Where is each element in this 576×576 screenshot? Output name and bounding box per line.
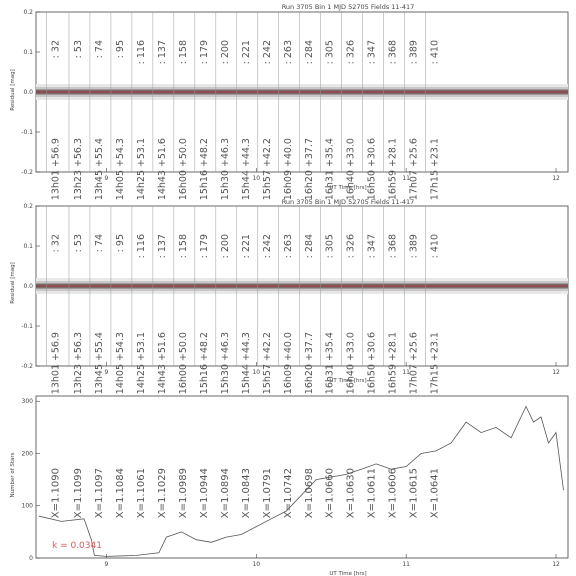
field-ra-label: 15h30 [219, 364, 231, 395]
field-dec-label: +28.1 [387, 138, 399, 168]
field-number-label: : 389 [408, 234, 420, 259]
panel1-xlabel: UT Time [hrs] [329, 185, 367, 191]
x-tick-label: 11 [402, 175, 410, 182]
field-ra-label: 15h16 [198, 170, 210, 201]
field-number-label: : 221 [240, 234, 252, 259]
field-ra-label: 16h00 [177, 364, 189, 395]
y-tick-label: 100 [21, 502, 33, 510]
field-ra-label: 15h44 [240, 170, 252, 201]
y-tick-label: -0.1 [21, 129, 33, 136]
field-dec-label: +46.3 [219, 138, 231, 168]
field-dec-label: +25.6 [408, 332, 420, 362]
airmass-label: X=1.0615 [408, 468, 420, 519]
field-ra-label: 13h01 [50, 170, 62, 201]
y-tick-label: 300 [21, 398, 33, 406]
field-ra-label: 16h09 [282, 170, 294, 201]
field-ra-label: 17h07 [408, 170, 420, 201]
field-dec-label: +54.3 [114, 332, 126, 362]
field-number-label: : 116 [135, 40, 147, 65]
field-ra-label: 16h20 [303, 170, 315, 201]
field-ra-label: 16h59 [387, 364, 399, 395]
airmass-label: X=1.0611 [366, 468, 378, 519]
field-number-label: : 95 [114, 40, 126, 59]
field-dec-label: +25.6 [408, 138, 420, 168]
airmass-label: X=1.0791 [261, 468, 273, 519]
field-number-label: : 305 [324, 40, 336, 65]
field-dec-label: +53.1 [135, 138, 147, 168]
airmass-label: X=1.1090 [50, 468, 62, 519]
airmass-label: X=1.1084 [114, 468, 126, 519]
y-tick-label: 0.2 [23, 9, 33, 16]
field-number-label: : 74 [93, 40, 105, 59]
field-ra-label: 15h16 [198, 364, 210, 395]
field-dec-label: +23.1 [429, 332, 441, 362]
panel2-title: Run 3705 Bin 1 MJD 52705 Fields 11-417 [281, 198, 415, 206]
field-dec-label: +40.0 [282, 332, 294, 362]
field-number-label: : 410 [429, 40, 441, 65]
field-number-label: : 200 [219, 40, 231, 65]
field-dec-label: +50.0 [177, 138, 189, 168]
field-number-label: : 326 [345, 40, 357, 65]
field-dec-label: +53.1 [135, 332, 147, 362]
panel3-xlabel: UT Time [hrs] [329, 571, 367, 576]
field-dec-label: +56.3 [72, 332, 84, 362]
field-ra-label: 14h05 [114, 170, 126, 201]
field-number-label: : 158 [177, 234, 189, 259]
field-number-label: : 368 [387, 40, 399, 65]
field-ra-label: 14h25 [135, 170, 147, 201]
field-dec-label: +44.3 [240, 332, 252, 362]
field-dec-label: +54.3 [114, 138, 126, 168]
field-dec-label: +42.2 [261, 138, 273, 168]
field-dec-label: +30.6 [366, 138, 378, 168]
field-dec-label: +28.1 [387, 332, 399, 362]
residual-panel-2 [10, 198, 568, 394]
x-tick-label: 10 [252, 561, 261, 568]
field-ra-label: 15h30 [219, 170, 231, 201]
field-number-label: : 368 [387, 234, 399, 259]
field-ra-label: 17h15 [429, 170, 441, 201]
airmass-label: X=1.0843 [240, 468, 252, 519]
airmass-label: X=1.0894 [219, 468, 231, 519]
airmass-label: X=1.0742 [282, 468, 294, 519]
field-dec-label: +33.0 [345, 332, 357, 362]
field-dec-label: +55.4 [93, 138, 105, 168]
field-number-label: : 32 [50, 234, 62, 253]
field-ra-label: 16h59 [387, 170, 399, 201]
field-dec-label: +55.4 [93, 332, 105, 362]
field-number-label: : 95 [114, 234, 126, 253]
field-number-label: : 410 [429, 234, 441, 259]
y-tick-label: 0.2 [23, 203, 33, 210]
field-dec-label: +37.7 [303, 332, 315, 362]
x-tick-label: 11 [402, 369, 410, 376]
residual-panel-1 [10, 3, 568, 200]
field-number-label: : 263 [282, 40, 294, 65]
field-ra-label: 16h50 [366, 364, 378, 395]
field-ra-label: 14h43 [156, 364, 168, 395]
x-tick-label: 10 [252, 175, 261, 182]
field-number-label: : 179 [198, 40, 210, 65]
field-dec-label: +35.4 [324, 332, 336, 362]
field-number-label: : 221 [240, 40, 252, 65]
x-tick-label: 12 [552, 175, 560, 182]
airmass-label: X=1.0989 [177, 468, 189, 519]
field-number-label: : 116 [135, 234, 147, 259]
field-dec-label: +23.1 [429, 138, 441, 168]
star-count-panel [10, 396, 568, 576]
field-dec-label: +42.2 [261, 332, 273, 362]
field-number-label: : 179 [198, 234, 210, 259]
airmass-label: X=1.0698 [303, 468, 315, 519]
field-ra-label: 16h20 [303, 364, 315, 395]
field-ra-label: 16h31 [324, 170, 336, 201]
field-dec-label: +46.3 [219, 332, 231, 362]
x-tick-label: 12 [552, 561, 560, 568]
airmass-label: X=1.0641 [429, 468, 441, 519]
field-ra-label: 13h45 [93, 364, 105, 395]
field-ra-label: 16h00 [177, 170, 189, 201]
extinction-annotation: k = 0.0341 [52, 541, 102, 551]
field-dec-label: +35.4 [324, 138, 336, 168]
x-tick-label: 10 [252, 369, 261, 376]
airmass-label: X=1.1061 [135, 468, 147, 519]
field-number-label: : 53 [72, 40, 84, 59]
field-dec-label: +51.6 [156, 138, 168, 168]
field-number-label: : 32 [50, 40, 62, 59]
x-tick-label: 9 [104, 561, 109, 568]
field-dec-label: +51.6 [156, 332, 168, 362]
field-dec-label: +48.2 [198, 138, 210, 168]
panel1-ylabel: Residual [mag] [10, 69, 16, 111]
field-ra-label: 14h43 [156, 170, 168, 201]
field-number-label: : 284 [303, 234, 315, 259]
y-tick-label: 0.0 [23, 89, 33, 96]
field-ra-label: 16h31 [324, 364, 336, 395]
y-tick-label: -0.2 [21, 169, 33, 176]
panel2-xlabel: UT Time [hrs] [329, 378, 367, 384]
field-dec-label: +30.6 [366, 332, 378, 362]
field-ra-label: 16h50 [366, 170, 378, 201]
field-dec-label: +56.3 [72, 138, 84, 168]
airmass-label: X=1.0660 [324, 468, 336, 519]
field-dec-label: +37.7 [303, 138, 315, 168]
x-tick-label: 11 [402, 561, 410, 568]
field-ra-label: 14h05 [114, 364, 126, 395]
field-number-label: : 242 [261, 234, 273, 259]
field-ra-label: 13h23 [72, 170, 84, 201]
y-tick-label: 200 [21, 450, 33, 458]
field-dec-label: +44.3 [240, 138, 252, 168]
field-number-label: : 200 [219, 234, 231, 259]
field-dec-label: +33.0 [345, 138, 357, 168]
field-ra-label: 17h07 [408, 364, 420, 395]
field-ra-label: 15h57 [261, 364, 273, 395]
field-number-label: : 263 [282, 234, 294, 259]
field-ra-label: 16h09 [282, 364, 294, 395]
y-tick-label: 0.0 [23, 283, 33, 290]
field-number-label: : 284 [303, 40, 315, 65]
field-ra-label: 17h15 [429, 364, 441, 395]
field-dec-label: +48.2 [198, 332, 210, 362]
field-ra-label: 14h25 [135, 364, 147, 395]
panel3-ylabel: Number of Stars [10, 452, 16, 498]
field-number-label: : 347 [366, 40, 378, 65]
field-number-label: : 137 [156, 40, 168, 65]
field-dec-label: +56.9 [50, 332, 62, 362]
panel1-title: Run 3705 Bin 1 MJD 52705 Fields 11-417 [281, 3, 415, 11]
field-dec-label: +56.9 [50, 138, 62, 168]
field-ra-label: 15h57 [261, 170, 273, 201]
field-number-label: : 326 [345, 234, 357, 259]
field-ra-label: 15h44 [240, 364, 252, 395]
y-tick-label: -0.1 [21, 323, 33, 330]
field-number-label: : 347 [366, 234, 378, 259]
x-tick-label: 9 [104, 369, 109, 376]
y-tick-label: 0 [29, 555, 33, 562]
x-tick-label: 12 [552, 369, 560, 376]
airmass-label: X=1.0606 [387, 468, 399, 519]
panel2-ylabel: Residual [mag] [10, 262, 16, 304]
field-number-label: : 137 [156, 234, 168, 259]
field-ra-label: 13h01 [50, 364, 62, 395]
field-dec-label: +40.0 [282, 138, 294, 168]
field-number-label: : 158 [177, 40, 189, 65]
y-tick-label: 0.1 [23, 243, 33, 250]
field-dec-label: +50.0 [177, 332, 189, 362]
airmass-label: X=1.1029 [156, 468, 168, 519]
field-number-label: : 53 [72, 234, 84, 253]
field-number-label: : 242 [261, 40, 273, 65]
airmass-label: X=1.0630 [345, 468, 357, 519]
field-number-label: : 305 [324, 234, 336, 259]
y-tick-label: -0.2 [21, 363, 33, 370]
field-number-label: : 74 [93, 234, 105, 253]
x-tick-label: 9 [104, 175, 109, 182]
y-tick-label: 0.1 [23, 49, 33, 56]
field-number-label: : 389 [408, 40, 420, 65]
field-ra-label: 13h23 [72, 364, 84, 395]
field-ra-label: 16h40 [345, 364, 357, 395]
airmass-label: X=1.1097 [93, 468, 105, 519]
field-ra-label: 13h45 [93, 170, 105, 201]
airmass-label: X=1.1099 [72, 468, 84, 519]
airmass-label: X=1.0944 [198, 468, 210, 519]
field-ra-label: 16h40 [345, 170, 357, 201]
